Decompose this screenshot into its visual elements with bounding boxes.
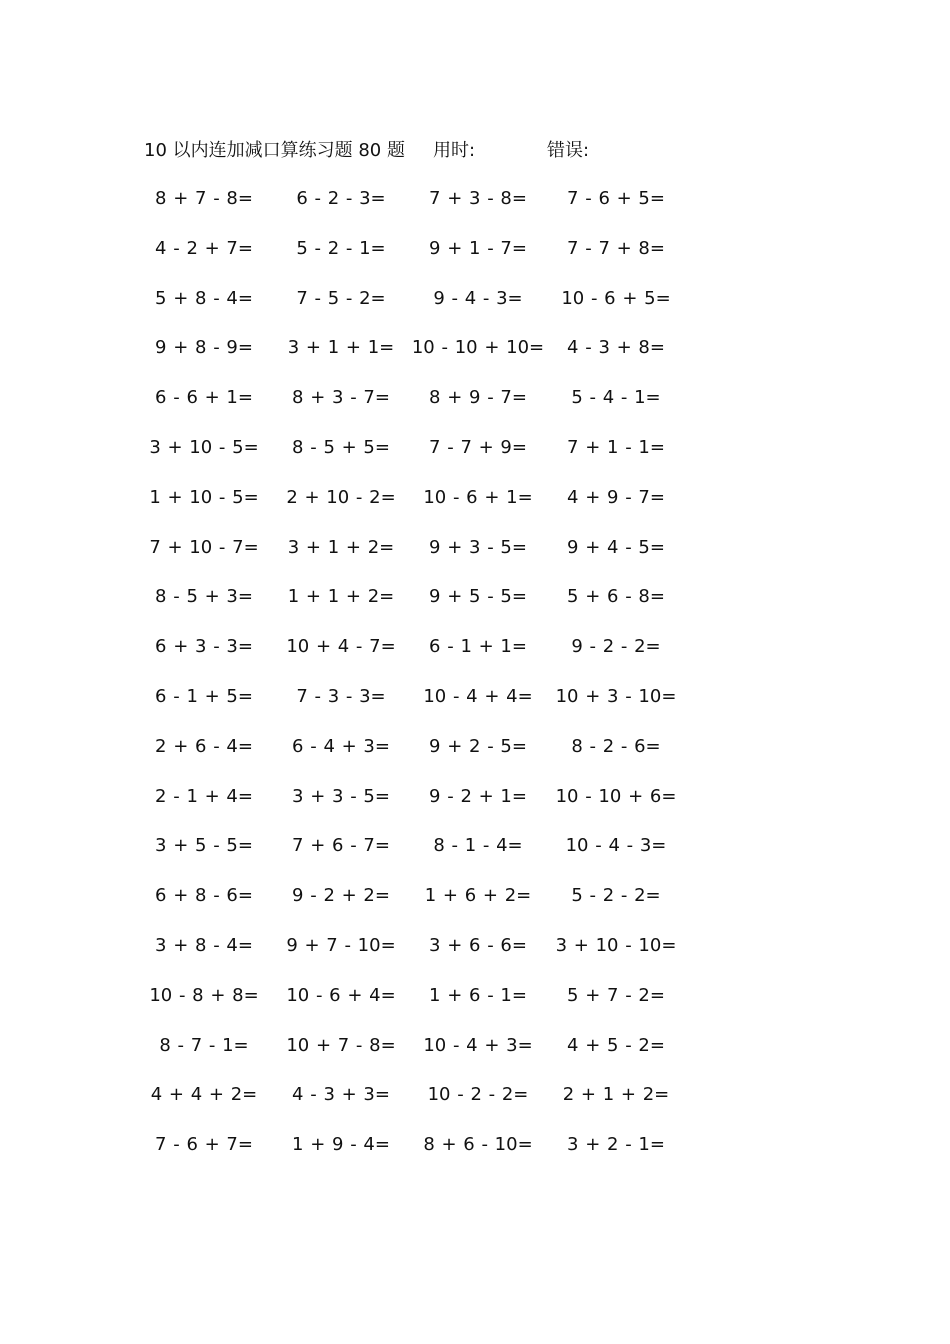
arithmetic-problem: 3 + 1 + 1= — [287, 337, 395, 359]
arithmetic-problem: 9 + 7 - 10= — [286, 934, 396, 956]
arithmetic-problem: 10 - 4 + 3= — [423, 1034, 533, 1056]
problem-row — [0, 434, 950, 484]
arithmetic-problem: 9 + 4 - 5= — [567, 536, 665, 558]
arithmetic-problem: 7 - 6 + 5= — [567, 188, 665, 209]
arithmetic-problem: 8 + 6 - 10= — [423, 1134, 533, 1156]
problem-row — [0, 1081, 950, 1131]
arithmetic-problem: 4 - 3 + 8= — [567, 337, 665, 359]
problem-row — [0, 484, 950, 534]
arithmetic-problem: 7 - 7 + 8= — [567, 237, 665, 259]
problem-row — [0, 683, 950, 733]
arithmetic-problem: 6 + 8 - 6= — [155, 885, 253, 907]
problem-row — [0, 285, 950, 335]
worksheet-title: 10 以内连加减口算练习题 80 题 — [144, 140, 405, 161]
arithmetic-problem: 8 - 7 - 1= — [159, 1034, 249, 1056]
arithmetic-problem: 10 - 8 + 8= — [149, 984, 259, 1006]
arithmetic-problem: 7 - 7 + 9= — [429, 436, 527, 458]
arithmetic-problem: 1 + 6 + 2= — [424, 885, 532, 907]
arithmetic-problem: 4 + 9 - 7= — [567, 486, 665, 508]
arithmetic-problem: 10 - 6 + 4= — [286, 984, 396, 1006]
problem-row — [0, 982, 950, 1032]
problem-row — [0, 583, 950, 633]
problem-row — [0, 334, 950, 384]
arithmetic-problem: 8 - 1 - 4= — [433, 835, 523, 857]
problem-row — [0, 733, 950, 783]
problem-row — [0, 185, 950, 235]
arithmetic-problem: 2 - 1 + 4= — [155, 785, 253, 807]
problem-row — [0, 235, 950, 285]
arithmetic-problem: 9 - 2 + 2= — [292, 885, 390, 907]
arithmetic-problem: 5 + 6 - 8= — [567, 586, 665, 608]
arithmetic-problem: 9 - 2 + 1= — [429, 785, 527, 807]
arithmetic-problem: 10 + 7 - 8= — [286, 1034, 396, 1056]
arithmetic-problem: 1 + 1 + 2= — [287, 586, 395, 608]
arithmetic-problem: 1 + 6 - 1= — [429, 984, 527, 1006]
arithmetic-problem: 10 - 10 + 6= — [555, 785, 677, 807]
problem-row — [0, 1032, 950, 1082]
arithmetic-problem: 3 + 10 - 5= — [149, 436, 259, 458]
arithmetic-problem: 7 + 6 - 7= — [292, 835, 390, 857]
arithmetic-problem: 7 + 3 - 8= — [429, 188, 527, 209]
arithmetic-problem: 7 - 3 - 3= — [296, 685, 386, 707]
arithmetic-problem: 2 + 1 + 2= — [562, 1084, 670, 1106]
arithmetic-problem: 6 - 4 + 3= — [292, 735, 390, 757]
arithmetic-problem: 7 - 5 - 2= — [296, 287, 386, 309]
arithmetic-problem: 2 + 10 - 2= — [286, 486, 396, 508]
arithmetic-problem: 6 + 3 - 3= — [155, 636, 253, 658]
arithmetic-problem: 10 - 4 - 3= — [565, 835, 667, 857]
arithmetic-problem: 8 + 7 - 8= — [155, 188, 253, 209]
arithmetic-problem: 9 + 8 - 9= — [155, 337, 253, 359]
arithmetic-problem: 6 - 6 + 1= — [155, 387, 253, 409]
arithmetic-problem: 8 - 2 - 6= — [571, 735, 661, 757]
arithmetic-problem: 1 + 9 - 4= — [292, 1134, 390, 1156]
problem-row — [0, 783, 950, 833]
problem-row — [0, 882, 950, 932]
arithmetic-problem: 10 - 6 + 5= — [561, 287, 671, 309]
errors-label: 错误: — [547, 140, 590, 161]
arithmetic-problem: 3 + 3 - 5= — [292, 785, 390, 807]
arithmetic-problem: 6 - 2 - 3= — [296, 188, 386, 209]
arithmetic-problem: 5 - 2 - 1= — [296, 237, 386, 259]
arithmetic-problem: 1 + 10 - 5= — [149, 486, 259, 508]
arithmetic-problem: 5 + 8 - 4= — [155, 287, 253, 309]
problem-row — [0, 534, 950, 584]
arithmetic-problem: 8 + 9 - 7= — [429, 387, 527, 409]
arithmetic-problem: 4 + 5 - 2= — [567, 1034, 665, 1056]
arithmetic-problem: 8 - 5 + 5= — [292, 436, 390, 458]
arithmetic-problem: 9 + 1 - 7= — [429, 237, 527, 259]
arithmetic-problem: 9 - 4 - 3= — [433, 287, 523, 309]
arithmetic-problem: 7 - 6 + 7= — [155, 1134, 253, 1156]
arithmetic-problem: 5 + 7 - 2= — [567, 984, 665, 1006]
arithmetic-problem: 7 + 10 - 7= — [149, 536, 259, 558]
arithmetic-problem: 10 - 10 + 10= — [411, 337, 545, 359]
arithmetic-problem: 8 + 3 - 7= — [292, 387, 390, 409]
arithmetic-problem: 9 - 2 - 2= — [571, 636, 661, 658]
arithmetic-problem: 4 - 2 + 7= — [155, 237, 253, 259]
arithmetic-problem: 10 + 3 - 10= — [555, 685, 677, 707]
arithmetic-problem: 8 - 5 + 3= — [155, 586, 253, 608]
arithmetic-problem: 10 - 6 + 1= — [423, 486, 533, 508]
arithmetic-problem: 6 - 1 + 1= — [429, 636, 527, 658]
problem-grid — [0, 185, 950, 1181]
arithmetic-problem: 3 + 1 + 2= — [287, 536, 395, 558]
problem-row — [0, 633, 950, 683]
arithmetic-problem: 9 + 3 - 5= — [429, 536, 527, 558]
arithmetic-problem: 3 + 2 - 1= — [567, 1134, 665, 1156]
arithmetic-problem: 5 - 2 - 2= — [571, 885, 661, 907]
arithmetic-problem: 3 + 8 - 4= — [155, 934, 253, 956]
arithmetic-problem: 3 + 6 - 6= — [429, 934, 527, 956]
arithmetic-problem: 3 + 5 - 5= — [155, 835, 253, 857]
arithmetic-problem: 6 - 1 + 5= — [155, 685, 253, 707]
problem-row — [0, 832, 950, 882]
arithmetic-problem: 3 + 10 - 10= — [555, 934, 677, 956]
arithmetic-problem: 4 + 4 + 2= — [150, 1084, 258, 1106]
arithmetic-problem: 10 - 2 - 2= — [427, 1084, 529, 1106]
problem-row — [0, 932, 950, 982]
arithmetic-problem: 2 + 6 - 4= — [155, 735, 253, 757]
arithmetic-problem: 10 - 4 + 4= — [423, 685, 533, 707]
problem-row — [0, 384, 950, 434]
arithmetic-problem: 5 - 4 - 1= — [571, 387, 661, 409]
arithmetic-problem: 4 - 3 + 3= — [292, 1084, 390, 1106]
arithmetic-problem: 9 + 5 - 5= — [429, 586, 527, 608]
arithmetic-problem: 9 + 2 - 5= — [429, 735, 527, 757]
arithmetic-problem: 7 + 1 - 1= — [567, 436, 665, 458]
problem-row — [0, 1131, 950, 1181]
time-used-label: 用时: — [433, 140, 476, 161]
arithmetic-problem: 10 + 4 - 7= — [286, 636, 396, 658]
